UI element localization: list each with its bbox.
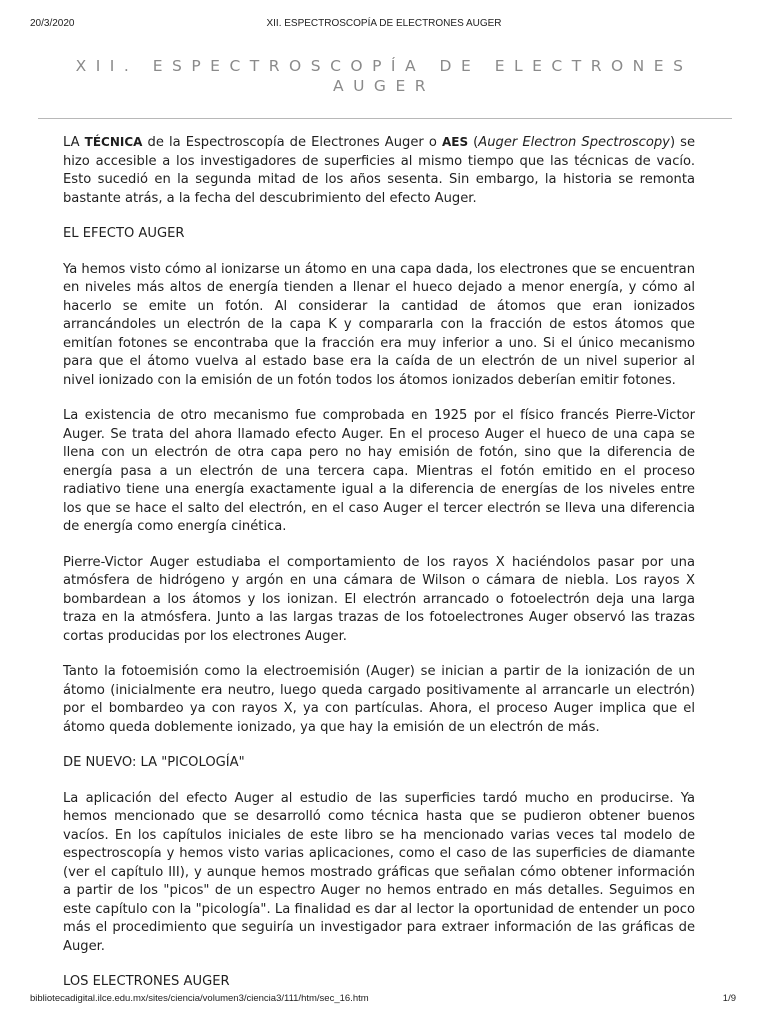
page-counter: 1/9 <box>722 993 736 1004</box>
print-date: 20/3/2020 <box>30 18 75 29</box>
chapter-title: XII. ESPECTROSCOPÍA DE ELECTRONES AUGER <box>75 57 693 95</box>
paragraph-5: La aplicación del efecto Auger al estudio de las superficies tardó mucho en producirse. Ya hemos mencionado que se desarrolló como técnica hasta que se pudieron obtener buenos vacíos. En los capítulos iniciales de este libro se ha mencionado varias veces tal modelo de espectroscopía y hemos visto varias aplicaciones, como el caso de las superficies de diamante (ver el capítulo III), y aunque hemos mostrado gráficas que señalan cómo obtener información a partir de los "picos" de un espectro Auger no hemos entrado en más detalles. Seguimos en este capítulo con la "picología". La finalidad es dar al lector la oportunidad de entender un poco más el procedimiento que seguiría un investigador para extraer información de las gráficas de Auger. <box>63 790 695 954</box>
paragraph-1: Ya hemos visto cómo al ionizarse un átomo en una capa dada, los electrones que se encuentran en niveles más altos de energía tienden a llenar el hueco dejado a menor energía, y cómo al hacerlo se emite un fotón. Al considerar la cantidad de átomos que eran ionizados arrancándoles un electrón de la capa K y compararla con la fracción de estos átomos que emitían fotones se encontraba que la fracción era muy inferior a uno. Si el único mecanismo para que el átomo vuelva al estado base era la caída de un electrón de un nivel superior al nivel ionizado con la emisión de un fotón todos los átomos ionizados deberían emitir fotones. <box>63 261 695 388</box>
paragraph-3: Pierre-Victor Auger estudiaba el comportamiento de los rayos X haciéndolos pasar por una atmósfera de hidrógeno y argón en una cámara de Wilson o cámara de niebla. Los rayos X bombardean a los átomos y los ionizan. El electrón arrancado o fotoelectrón deja una larga traza en la atmósfera. Junto a las largas trazas de los fotoelectrones Auger observó las trazas cortas producidas por los electrones Auger. <box>63 554 695 644</box>
section-heading-picologia: DE NUEVO: LA "PICOLOGÍA" <box>63 755 245 770</box>
intro-aes-acronym: AES <box>441 135 469 149</box>
section-heading-efecto-auger: EL EFECTO AUGER <box>63 226 185 241</box>
intro-la: LA <box>63 135 85 150</box>
title-divider <box>38 118 732 119</box>
page-url: bibliotecadigital.ilce.edu.mx/sites/ciencia/volumen3/ciencia3/111/htm/sec_16.htm <box>30 993 369 1004</box>
print-document-title: XII. ESPECTROSCOPÍA DE ELECTRONES AUGER <box>266 18 502 29</box>
intro-paragraph <box>63 133 695 208</box>
intro-rest: ) se hizo accesible a los investigadores de superficies al mismo tiempo que las técnicas de vacío. Esto sucedió en la segunda mitad de los años sesenta. Sin embargo, la historia se remonta bastante atrás, a la fecha del descubrimiento del efecto Auger. <box>63 135 695 206</box>
intro-aes-expansion: Auger Electron Spectroscopy <box>478 135 670 150</box>
paragraph-2: La existencia de otro mecanismo fue comprobada en 1925 por el físico francés Pierre-Victor Auger. Se trata del ahora llamado efecto Auger. En el proceso Auger el hueco de una capa se llena con un electrón de otra capa pero no hay emisión de fotón, sino que la diferencia de energía pasa a un electrón de una tercera capa. Mientras el fotón emitido en el proceso radiativo tiene una energía exactamente igual a la diferencia de energías de los niveles entre los que se hace el salto del electrón, en el caso Auger el tercer electrón se lleva una diferencia de energía como energía cinética. <box>63 408 695 534</box>
intro-tecnica: TÉCNICA <box>84 135 143 149</box>
intro-paren-open: ( <box>468 135 479 150</box>
article-body <box>63 133 695 1009</box>
section-heading-electrones-auger: LOS ELECTRONES AUGER <box>63 974 230 989</box>
intro-after-tecnica: de la Espectroscopía de Electrones Auger o <box>142 135 442 150</box>
paragraph-4: Tanto la fotoemisión como la electroemisión (Auger) se inician a partir de la ionización de un átomo (inicialmente era neutro, luego queda cargado positivamente al arrancarle un electrón) por el bombardeo ya con rayos X, ya con partículas. Ahora, el proceso Auger implica que el átomo queda doblemente ionizado, ya que hay la emisión de un electrón de más. <box>63 664 695 735</box>
